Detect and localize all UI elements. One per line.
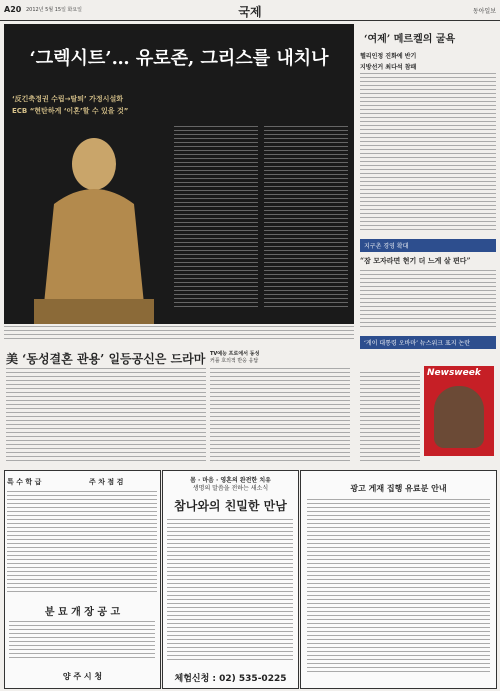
ad-tagline: 생명의 말씀을 전하는 새소식 [192,485,269,492]
statue-photo [24,124,164,324]
ad-title: 분 묘 개 장 공 고 [44,607,121,618]
page-header [0,0,500,21]
ad-title: 참나와의 친밀한 만남 [174,499,287,513]
second-article-text [6,368,206,464]
feature-headline: ‘그렉시트’… 유로존, 그리스를 내치나 [29,48,329,69]
ad-phone: 체험신청 : 02) 535-0225 [174,674,287,684]
ad-tagline: 몸 · 마음 · 영혼의 완전한 치유 [190,477,271,484]
second-article-byline: 커플 호의적 반응 응답 [210,358,259,364]
second-article-byline: TV예능 프로에서 동성 [210,351,260,357]
cover-portrait [434,386,484,448]
right-column [360,24,496,353]
ad-heading: 주 차 점 검 [89,478,124,486]
side-article-title: ‘여제’ 메르켈의 굴욕 [364,34,456,45]
ad-signature: 양 주 시 청 [62,672,103,681]
ad-body-text [167,519,293,665]
photo-caption [4,326,354,344]
ad-body-text [9,621,155,665]
ad-table-text [307,499,490,675]
ad-title: 광고 게재 집행 유료분 안내 [350,484,447,493]
side-subhead: 헬리인정 진화에 반기 [360,53,417,60]
second-article-text [210,368,350,464]
feature-body-text [174,126,258,316]
feature-body-text [264,126,348,316]
ad-heading: 특 수 학 급 [7,478,42,486]
newsweek-article-text [360,372,420,464]
publisher-name: 동아일보 [472,8,496,15]
notice-ad [300,470,497,689]
bottom-section-bar: ‘게이 대통령 오바마’ 뉴스위크 표지 논란 [360,336,496,349]
page-number: A20 [4,5,22,14]
feature-subhead: ECB “현탄하게 ‘이혼’할 수 있을 것” [12,107,129,115]
classified-ad [4,470,161,689]
column-title: “잠 모자라면 현기 더 느게 살 편다” [360,256,471,265]
second-article-headline: 美 ‘동성결혼 관용’ 일등공신은 드라마 [6,352,206,366]
side-subhead: 지방선거 최다석 참패 [360,64,417,71]
issue-date: 2012년 5월 15일 화요일 [26,7,83,13]
column-body-text [360,270,496,330]
second-article [4,350,354,468]
newsweek-cover-image [424,366,494,456]
side-body-text [360,73,496,233]
seminar-ad [162,470,299,689]
feature-article [4,24,354,324]
ad-body-text [7,491,157,595]
feature-subhead: ‘反긴축정권 수립→탈퇴’ 가정시설화 [12,95,123,103]
column-section-bar: 지구촌 경영 확대 [360,239,496,252]
section-title: 국제 [238,5,262,19]
magazine-title: Newsweek [427,368,481,378]
